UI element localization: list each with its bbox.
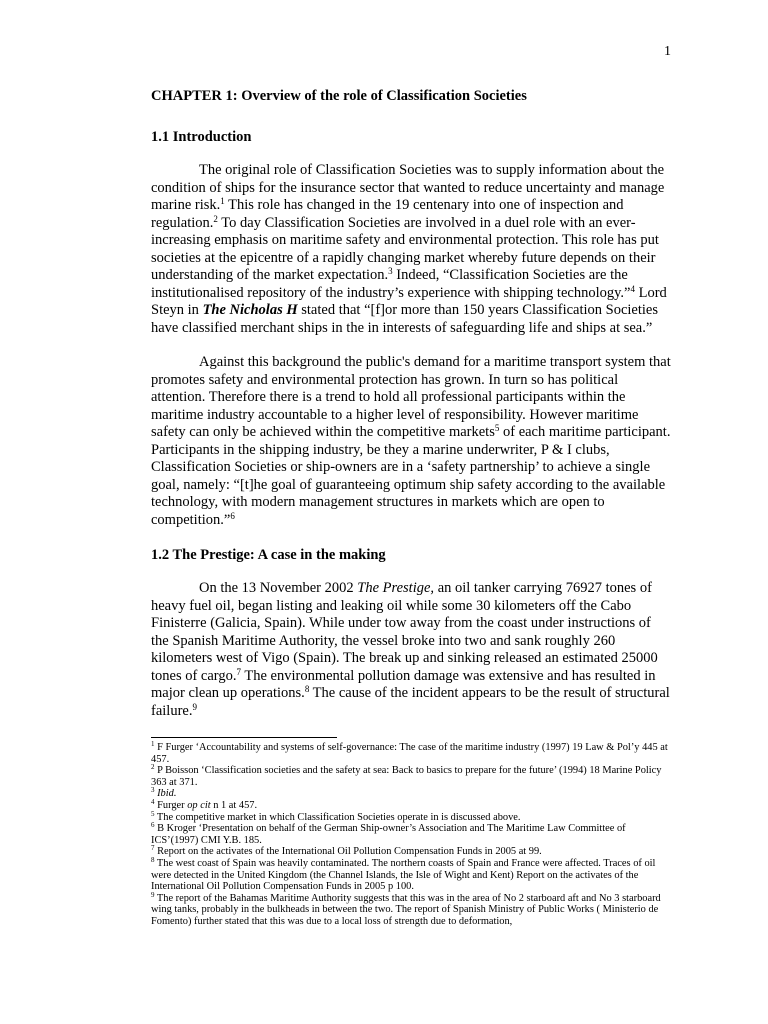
paragraph-intro-1: The original role of Classification Societies was to supply information about the condition of ships for the insurance sector that wanted to reduce uncertainty and manage marine risk.$^1$ This role has changed in the 19 centenary into one of inspection and regulation.$^2$ To day Classification Societies are involved in a duel role with an ever-increasing emphasis on maritime safety and environmental protection. This role has put societies at the epicentre of a rapidly changing market whereby future depends on their understanding of the market expectation.$^3$ Indeed, “Classification Societies are the institutionalised repository of the industry’s experience with shipping technology.”$^4$ Lord Steyn in The Nicholas H stated that “[f]or more than 150 years Classification Societies have classified merchant ships in the in interests of safeguarding life and ships at sea.” [151,162,667,336]
case-name: The Nicholas H [202,302,298,318]
footnote-4: $^4$ Furger op cit n 1 at 457. [151,797,258,811]
footnote-ref-1[interactable]: 1 [220,196,225,206]
paragraph-intro-2: Against this background the public's demand for a maritime transport system that promotes safety and environmental protection has grown. In turn so has political attention. Therefore there is a trend to hold all professional participants within the maritime industry accountable to a higher level of responsibility. However maritime safety can only be achieved within the competitive markets$^5$ of each maritime participant. Participants in the shipping industry, be they a marine underwriter, P & I clubs, Classification Societies or ship-owners are in a ‘safety partnership’ to achieve a single goal, namely: “[t]he goal of guaranteeing optimum ship safety according to the available technology, with modern management structures in markets which are open to competition.”$^6$ [151,354,671,528]
document-body [151,87,671,928]
footnote-ref-2[interactable]: 2 [213,213,218,224]
footnote-ref-8[interactable]: 8 [304,684,310,694]
vessel-name: The Prestige, [357,580,435,596]
footnote-7: $^7$ Report on the activates of the International Oil Pollution Compensation Funds in 2005 at 99. [151,844,542,858]
footnote-5: $^5$ The competitive market in which Classification Societies operate in is discussed above. [151,809,521,823]
footnote-2: $^2$ P Boisson ‘Classification societies and the safety at sea: Back to basics to prepare for the future’ (1994) 18 Marine Policy 363 at 371. [151,763,662,788]
footnote-ref-3[interactable]: 3 [388,266,393,276]
footnote-6: $^6$ B Kroger ‘Presentation on behalf of the German Ship-owner’s Association and The Maritime Law Committee of ICS’(1997) CMI Y.B. 185. [151,821,626,846]
footnote-1: $^1$ F Furger ‘Accountability and systems of self-governance: The case of the maritime industry (1997) 19 Law & Pol’y 445 at 457. [151,740,668,765]
footnote-divider [151,737,337,738]
paragraph-prestige-1: On the 13 November 2002 The Prestige, an oil tanker carrying 76927 tones of heavy fuel oil, began listing and leaking oil while some 30 kilometers off the Cabo Finisterre (Galicia, Spain). While under tow away from the coast under instructions of the Spanish Maritime Authority, the vessel broke into two and sank roughly 260 kilometers west of Vigo (Spain). The break up and sinking released an estimated 25000 tones of cargo.$^7$ The environmental pollution damage was extensive and has resulted in major clean up operations.$^8$ The cause of the incident appears to be the result of structural failure.$^9$ [151,580,670,719]
chapter-title: CHAPTER 1: Overview of the role of Classification Societies [151,88,527,104]
footnote-ref-6[interactable]: 6 [230,510,235,521]
footnote-ref-4[interactable]: 4 [630,283,635,294]
section-heading-introduction: 1.1 Introduction [151,129,252,145]
page-number: 1 [664,44,671,59]
footnote-9: $^9$ The report of the Bahamas Maritime Authority suggests that this was in the area of No 2 starboard aft and No 3 starboard wing tanks, probably in the bulkheads in between the two. The report of Spanish Ministry of Public Works ( Ministerio de Fomento) further stated that this was due to a local loss of strength due to deformation, [151,890,661,927]
section-heading-prestige: 1.2 The Prestige: A case in the making [151,547,386,563]
footnotes [151,742,671,928]
footnote-8: $^8$ The west coast of Spain was heavily contaminated. The northern coasts of Spain and France were affected. Traces of oil were detected in the United Kingdom (the Channel Islands, the Isle of Wight and Kent) Report on the activates of the International Oil Pollution Compensation Funds in 2005 p 100. [151,855,656,893]
footnote-ref-7[interactable]: 7 [236,666,241,677]
footnote-3: $^3$ Ibid. [151,786,177,800]
footnote-ref-9[interactable]: 9 [192,701,197,712]
footnote-ref-5[interactable]: 5 [494,423,500,433]
